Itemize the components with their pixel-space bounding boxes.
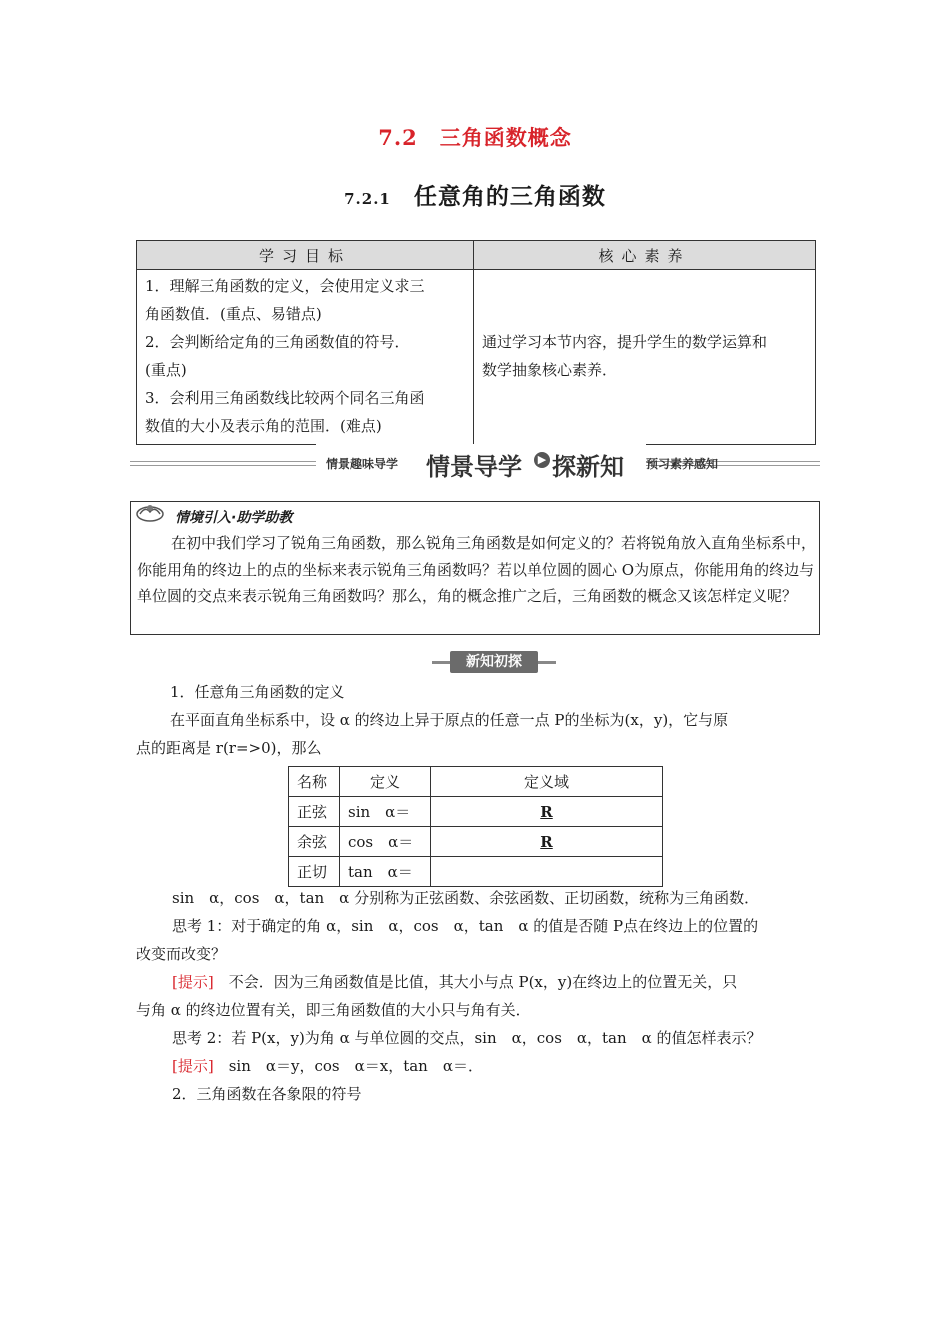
table-cell: tan α＝ <box>340 857 431 887</box>
section-title-text: 任意角的三角函数 <box>413 183 606 210</box>
table-cell: 正弦 <box>289 797 340 827</box>
table-row <box>289 797 663 827</box>
section-banner <box>130 444 820 480</box>
goals-header-right: 核心素养 <box>474 241 816 270</box>
table-cell: 正切 <box>289 857 340 887</box>
definition-paragraph-line2: 点的距离是 r(r=>0)，那么 <box>136 739 322 757</box>
banner-big-left: 情景导学 <box>426 453 522 481</box>
definition-paragraph-line1: 在平面直角坐标系中，设 α 的终边上异于原点的任意一点 P的坐标为(x，y)，它与原 <box>170 711 729 729</box>
arrow-icon: ▶ <box>534 452 550 468</box>
definition-table <box>288 766 663 887</box>
hint1-line1 <box>172 968 852 996</box>
goal-line: 1．理解三角函数的定义，会使用定义求三 <box>145 277 425 295</box>
goals-header-left: 学习目标 <box>137 241 474 270</box>
intro-box <box>130 501 820 635</box>
new-knowledge-badge: 新知初探 <box>450 651 538 673</box>
goals-cell-right <box>474 270 816 445</box>
banner-left-small: 情景趣味导学 <box>326 457 399 471</box>
table-cell: sin α＝ <box>340 797 431 827</box>
after-table-text: sin α，cos α，tan α 分别称为正弦函数、余弦函数、正切函数，统称为三角函数． <box>172 889 760 907</box>
think1-line2: 改变而改变？ <box>136 945 227 963</box>
table-cell: R <box>540 802 553 821</box>
table-header: 定义域 <box>431 767 663 797</box>
hint1-line2: 与角 α 的终边位置有关，即三角函数值的大小只与角有关． <box>136 1001 531 1019</box>
think2: 思考 2：若 P(x，y)为角 α 与单位圆的交点，sin α，cos α，tan α 的值怎样表示？ <box>172 1029 762 1047</box>
chapter-title: 7.2 三角函数概念 <box>378 125 572 150</box>
table-cell <box>431 857 663 887</box>
intro-heading: 情境引入·助学助教 <box>175 510 293 526</box>
literacy-line: 数学抽象核心素养． <box>482 361 618 379</box>
literacy-line: 通过学习本节内容，提升学生的数学运算和 <box>482 333 768 351</box>
goals-cell-left <box>137 270 474 445</box>
hint-label: [提示] <box>172 973 214 991</box>
table-cell: 余弦 <box>289 827 340 857</box>
hands-icon <box>135 500 165 524</box>
banner-big-right: 探新知 <box>552 453 624 481</box>
goal-line: 3．会利用三角函数线比较两个同名三角函 <box>145 389 425 407</box>
goal-line: 角函数值．(重点、易错点) <box>145 305 322 323</box>
goals-table <box>136 240 816 445</box>
section-number: 7.2.1 <box>344 190 391 208</box>
goal-line: 2．会判断给定角的三角函数值的符号． <box>145 333 410 351</box>
think1-line1: 思考 1：对于确定的角 α，sin α，cos α，tan α 的值是否随 P点在终边上的位置的 <box>172 917 759 935</box>
hint-label: [提示] <box>172 1057 214 1075</box>
goal-line: (重点) <box>145 361 187 379</box>
banner-right-small: 预习素养感知 <box>646 457 719 471</box>
hint2-line <box>172 1052 483 1080</box>
table-row <box>289 767 663 797</box>
table-cell: cos α＝ <box>340 827 431 857</box>
table-header: 名称 <box>289 767 340 797</box>
hint1-text: 不会．因为三角函数值是比值，其大小与点 P(x，y)在终边上的位置无关，只 <box>213 973 738 991</box>
new-knowledge-badge-wrap <box>432 651 556 673</box>
definition-heading: 1．任意角三角函数的定义 <box>170 683 345 701</box>
goal-line: 数值的大小及表示角的范围．(难点) <box>145 417 382 435</box>
table-header: 定义 <box>340 767 431 797</box>
table-cell: R <box>540 832 553 851</box>
section2-heading: 2．三角函数在各象限的符号 <box>172 1085 362 1103</box>
section-title <box>0 178 950 211</box>
table-row <box>289 827 663 857</box>
table-row <box>289 857 663 887</box>
hint2-text: sin α＝y，cos α＝x，tan α＝． <box>213 1057 483 1075</box>
intro-text: 在初中我们学习了锐角三角函数，那么锐角三角函数是如何定义的？若将锐角放入直角坐标系中，你能用角的终边上的点的坐标来表示锐角三角函数吗？若以单位圆的圆心 O为原点，你能用角的终边与单位圆的交点来表示锐角三角函数吗？那么，角的概念推广之后，三角函数的概念又该怎样定义呢？ <box>137 534 817 605</box>
